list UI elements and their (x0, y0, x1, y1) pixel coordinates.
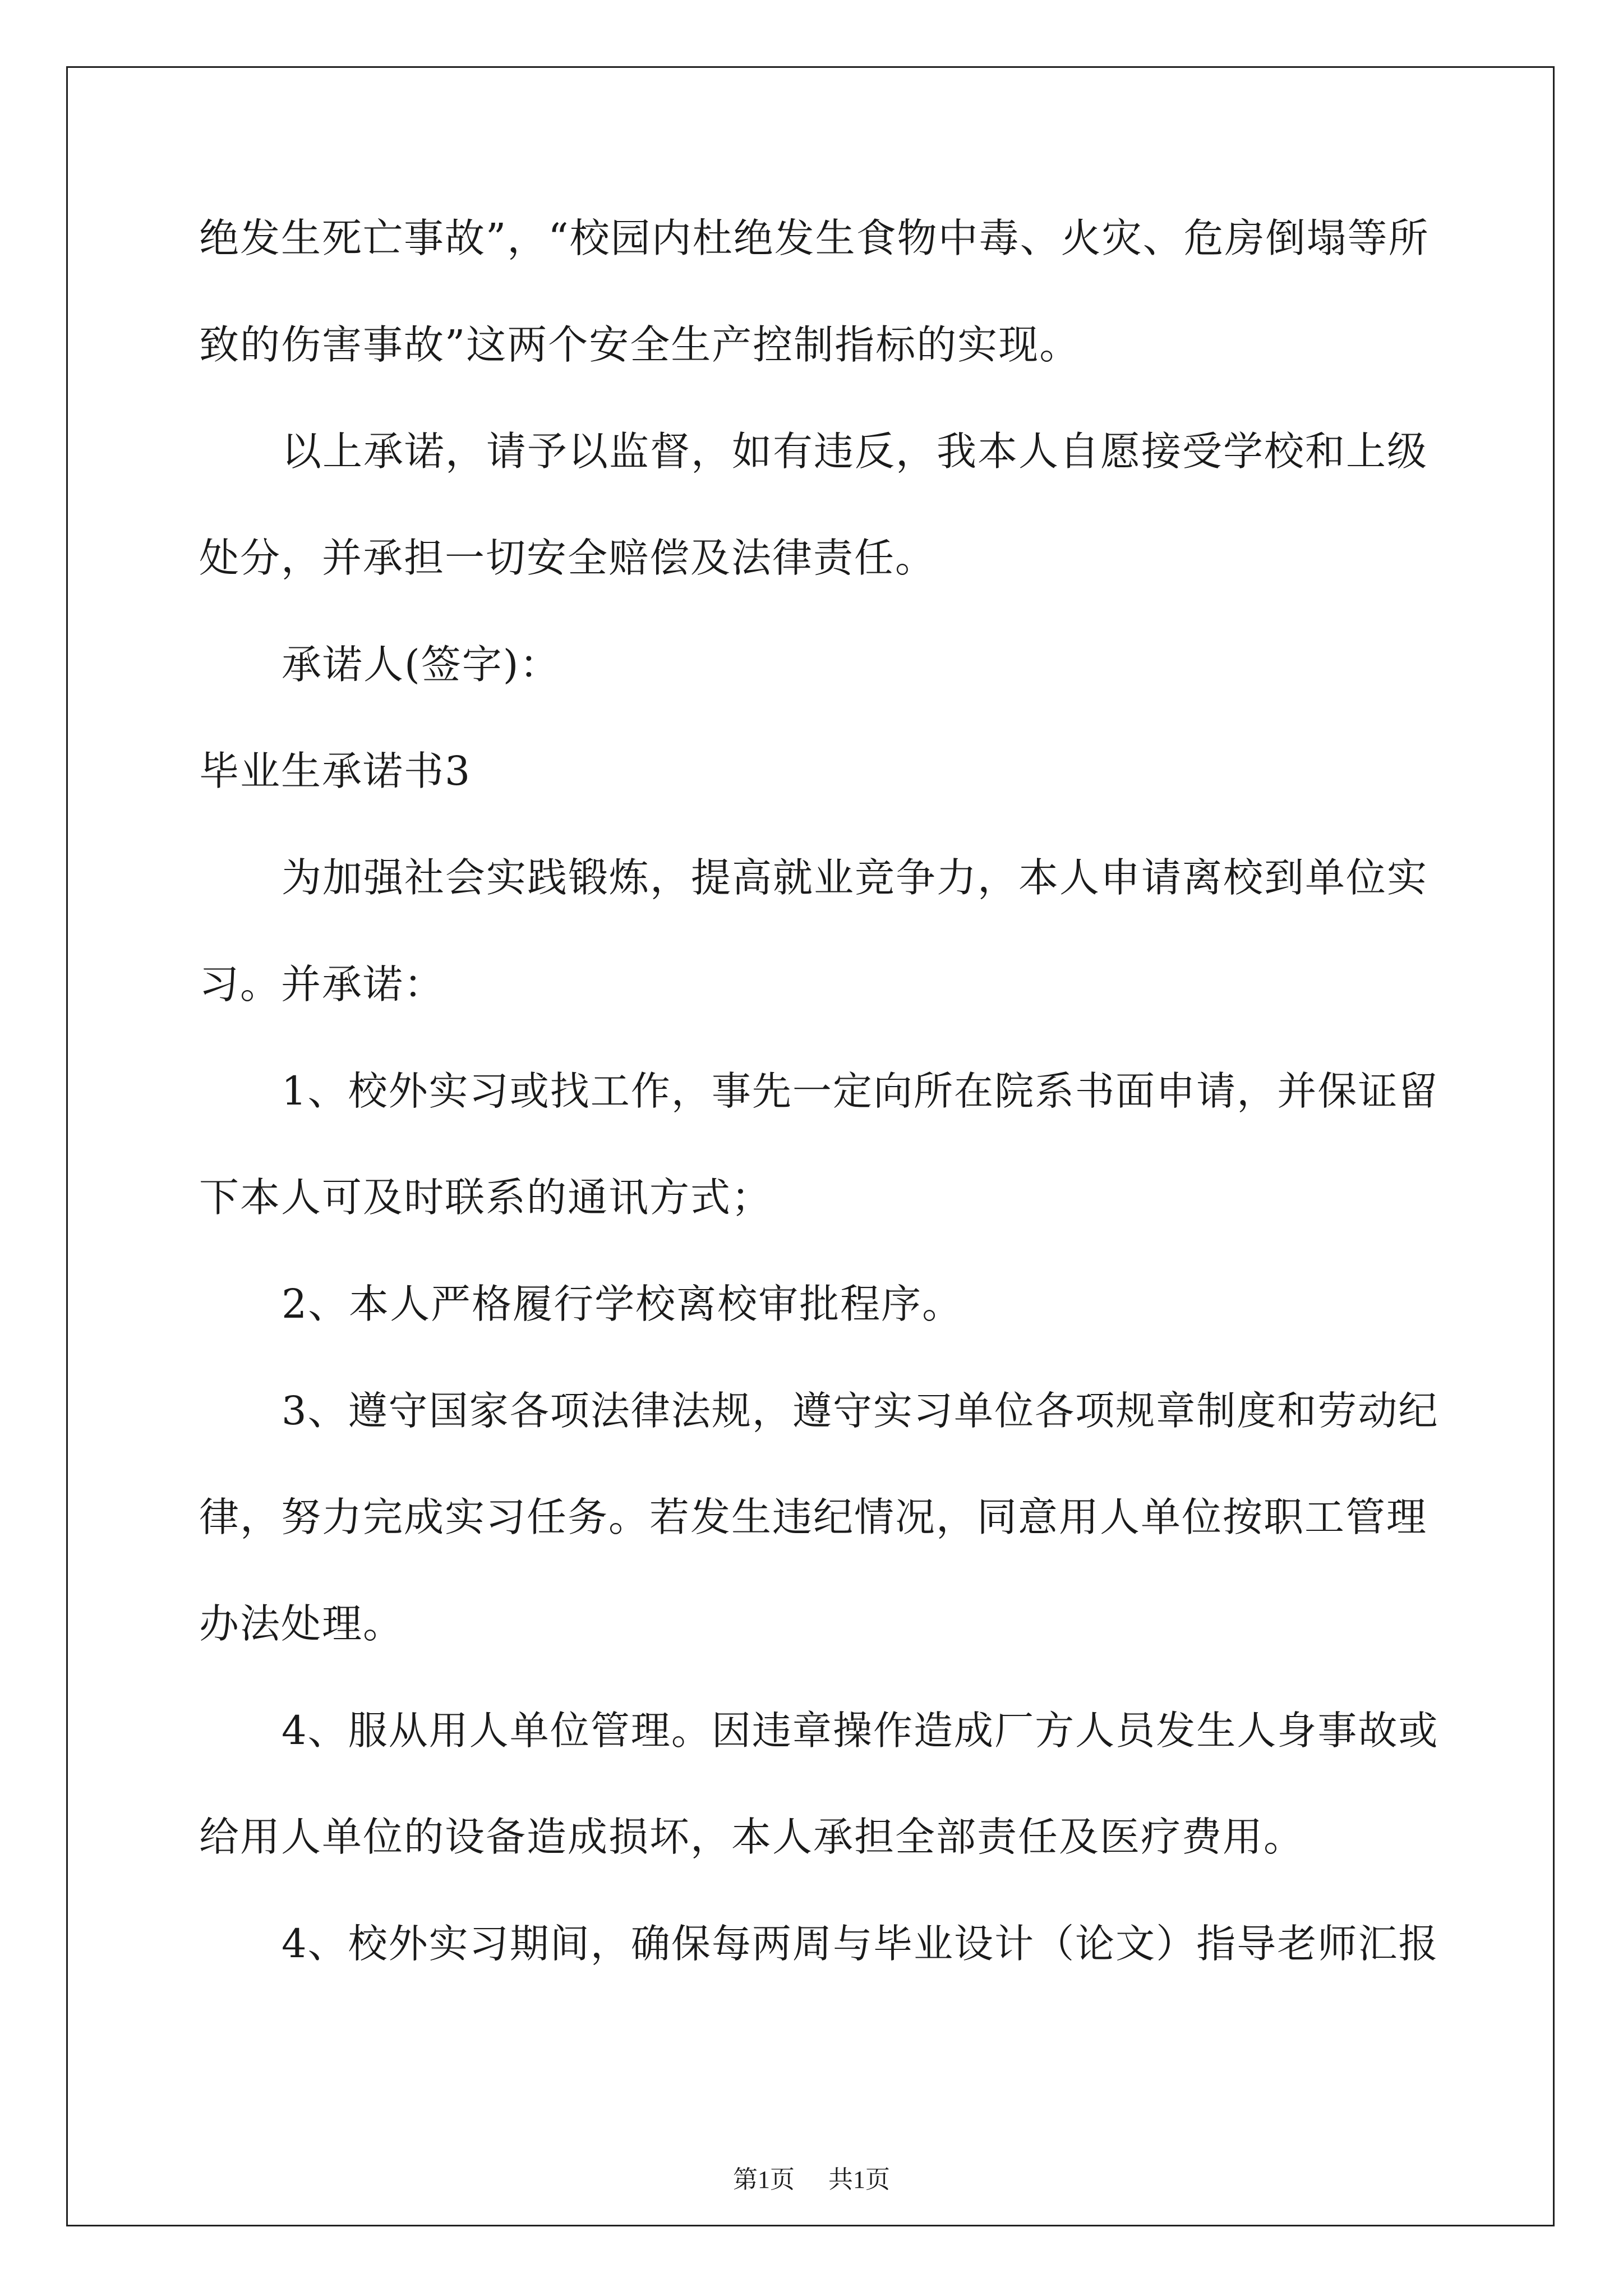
page-number: 第1页 (733, 2166, 795, 2193)
text-line: 以上承诺，请予以监督，如有违反，我本人自愿接受学校和上级 (282, 428, 1428, 475)
text-line: 绝发生死亡事故”，“校园内杜绝发生食物中毒、火灾、危房倒塌等所 (199, 215, 1430, 261)
text-line: 习。并承诺： (199, 961, 445, 1007)
page-border (66, 66, 1555, 2226)
text-line: 3、遵守国家各项法律法规，遵守实习单位各项规章制度和劳动纪 (282, 1388, 1439, 1434)
text-line: 1、校外实习或找工作，事先一定向所在院系书面申请，并保证留 (282, 1068, 1439, 1114)
section-heading: 毕业生承诺书3 (199, 748, 472, 794)
text-line: 4、服从用人单位管理。因违章操作造成厂方人员发生人身事故或 (282, 1708, 1439, 1754)
text-line: 2、本人严格履行学校离校审批程序。 (282, 1281, 963, 1327)
text-line: 给用人单位的设备造成损坏，本人承担全部责任及医疗费用。 (199, 1814, 1305, 1860)
text-line: 办法处理。 (199, 1600, 404, 1647)
text-line: 下本人可及时联系的通讯方式； (199, 1174, 773, 1221)
page-total: 共1页 (828, 2166, 890, 2193)
text-line: 处分，并承担一切安全赔偿及法律责任。 (199, 535, 937, 581)
text-line: 为加强社会实践锻炼，提高就业竞争力，本人申请离校到单位实 (282, 854, 1428, 901)
text-line: 致的伤害事故”这两个安全生产控制指标的实现。 (199, 321, 1081, 368)
page-footer (0, 2164, 1623, 2196)
signature-label: 承诺人(签字)： (282, 641, 561, 688)
text-line: 律，努力完成实习任务。若发生违纪情况，同意用人单位按职工管理 (199, 1494, 1428, 1540)
text-line: 4、校外实习期间，确保每两周与毕业设计（论文）指导老师汇报 (282, 1921, 1439, 1967)
